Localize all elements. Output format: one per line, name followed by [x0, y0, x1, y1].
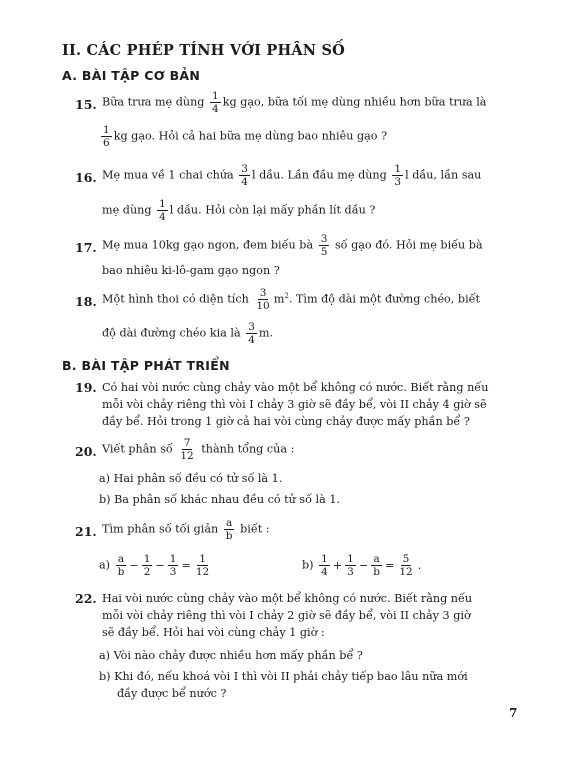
equation-operator: − — [155, 558, 165, 572]
problem-22-item-b-line-2: đầy được bể nước ? — [117, 687, 227, 700]
equation-operator: = — [181, 558, 191, 572]
fraction: $\frac{a}{b}$ — [373, 553, 380, 578]
problem-16-number: 16. — [75, 170, 97, 185]
fraction: $\frac{1}{6}$ — [103, 124, 110, 149]
part-b-heading: B. BÀI TẬP PHÁT TRIỂN — [62, 358, 230, 373]
part-a-heading: A. BÀI TẬP CƠ BẢN — [62, 68, 201, 83]
problem-15-number: 15. — [75, 97, 97, 112]
problem-19-line-3: đầy bể. Hỏi trong 1 giờ cả hai vòi cùng chảy được mấy phần bể ? — [102, 415, 470, 428]
problem-22-item-a: a) Vòi nào chảy được nhiều hơn mấy phần bể ? — [99, 649, 363, 662]
problem-22-line-1: Hai vòi nước cùng chảy vào một bể không có nước. Biết rằng nếu — [102, 592, 473, 605]
fraction: $\frac{7}{12}$ — [180, 437, 194, 462]
problem-17-line-1: Mẹ mua 10kg gạo ngon, đem biếu bà $\frac{3}{5}$ số gạo đó. Hỏi mẹ biếu bà — [102, 233, 483, 258]
problem-15-line-2: $\frac{1}{6}$ kg gạo. Hỏi cả hai bữa mẹ dùng bao nhiêu gạo ? — [103, 124, 388, 149]
problem-19-number: 19. — [75, 380, 97, 395]
fraction: $\frac{1}{3}$ — [394, 163, 402, 188]
problem-20-item-a: a) Hai phân số đều có tử số là 1. — [99, 472, 283, 485]
problem-18-line-2: độ dài đường chéo kia là $\frac{3}{4}$ m. — [102, 321, 274, 346]
fraction: $\frac{a}{b}$ — [225, 517, 233, 542]
problem-20-item-b: b) Ba phân số khác nhau đều có tử số là 1. — [99, 493, 341, 506]
fraction: $\frac{1}{12}$ — [195, 553, 210, 578]
problem-21-equation-b: b) $\frac{1}{4}$ + $\frac{1}{3}$ − $\frac{a}{b}$ = $\frac{5}{12}$ . — [302, 553, 422, 578]
problem-19-line-2: mỗi vòi chảy riêng thì vòi I chảy 3 giờ sẽ đầy bể, vòi II chảy 4 giờ sẽ — [102, 398, 487, 411]
problem-17-line-2: bao nhiêu ki-lô-gam gạo ngon ? — [102, 264, 280, 277]
fraction: $\frac{3}{4}$ — [241, 163, 248, 188]
fraction: $\frac{a}{b}$ — [117, 553, 125, 578]
problem-18-number: 18. — [75, 294, 97, 309]
equation-operator: . — [417, 558, 422, 572]
problem-22-item-b-line-1: b) Khi đó, nếu khoá vòi I thì vòi II phải chảy tiếp bao lâu nữa mới — [99, 670, 468, 683]
problem-20-number: 20. — [75, 444, 97, 459]
equation-operator: = — [384, 558, 395, 572]
equation-operator: + — [332, 558, 343, 572]
problem-19-line-1: Có hai vòi nước cùng chảy vào một bể không có nước. Biết rằng nếu — [102, 381, 489, 394]
fraction: $\frac{1}{4}$ — [212, 90, 219, 115]
fraction: $\frac{1}{3}$ — [169, 553, 177, 578]
problem-22-line-3: sẽ đầy bể. Hỏi hai vòi cùng chảy 1 giờ : — [102, 626, 325, 639]
fraction: $\frac{1}{4}$ — [159, 198, 166, 223]
section-title: II. CÁC PHÉP TÍNH VỚI PHÂN SỐ — [62, 42, 345, 59]
page-number: 7 — [509, 706, 518, 720]
problem-21-number: 21. — [75, 524, 97, 539]
equation-operator: − — [129, 558, 139, 572]
problem-18-line-1: Một hình thoi có diện tích $\frac{3}{10}$ $m^2$. Tìm độ dài một đường chéo, biết — [102, 287, 481, 312]
fraction: $\frac{5}{12}$ — [399, 553, 413, 578]
problem-20-line-1: Viết phân số $\frac{7}{12}$ thành tổng của : — [102, 437, 295, 462]
fraction: $\frac{1}{3}$ — [347, 553, 354, 578]
problem-21-line-1: Tìm phân số tối giản $\frac{a}{b}$ biết : — [102, 517, 270, 542]
problem-21-equation-a: a) $\frac{a}{b}$ − $\frac{1}{2}$ − $\frac{1}{3}$ = $\frac{1}{12}$ — [99, 553, 213, 578]
problem-16-line-2: mẹ dùng $\frac{1}{4}$ l dầu. Hỏi còn lại mấy phần lít dầu ? — [102, 198, 376, 223]
problem-22-line-2: mỗi vòi chảy riêng thì vòi I chảy 2 giờ sẽ đầy bể, vòi II chảy 3 giờ — [102, 609, 471, 622]
equation-operator: − — [358, 558, 369, 572]
problem-15-line-1: Bữa trưa mẹ dùng $\frac{1}{4}$ kg gạo, bữa tối mẹ dùng nhiều hơn bữa trưa là — [102, 90, 487, 115]
problem-22-number: 22. — [75, 591, 97, 606]
fraction: $\frac{3}{10}$ — [256, 287, 270, 312]
fraction: $\frac{1}{4}$ — [321, 553, 328, 578]
problem-17-number: 17. — [75, 240, 97, 255]
fraction: $\frac{3}{4}$ — [248, 321, 255, 346]
problem-16-line-1: Mẹ mua về 1 chai chứa $\frac{3}{4}$ l dầu. Lần đầu mẹ dùng $\frac{1}{3}$ l dầu, lần sau — [102, 163, 482, 188]
fraction: $\frac{1}{2}$ — [143, 553, 151, 578]
fraction: $\frac{3}{5}$ — [320, 233, 328, 258]
